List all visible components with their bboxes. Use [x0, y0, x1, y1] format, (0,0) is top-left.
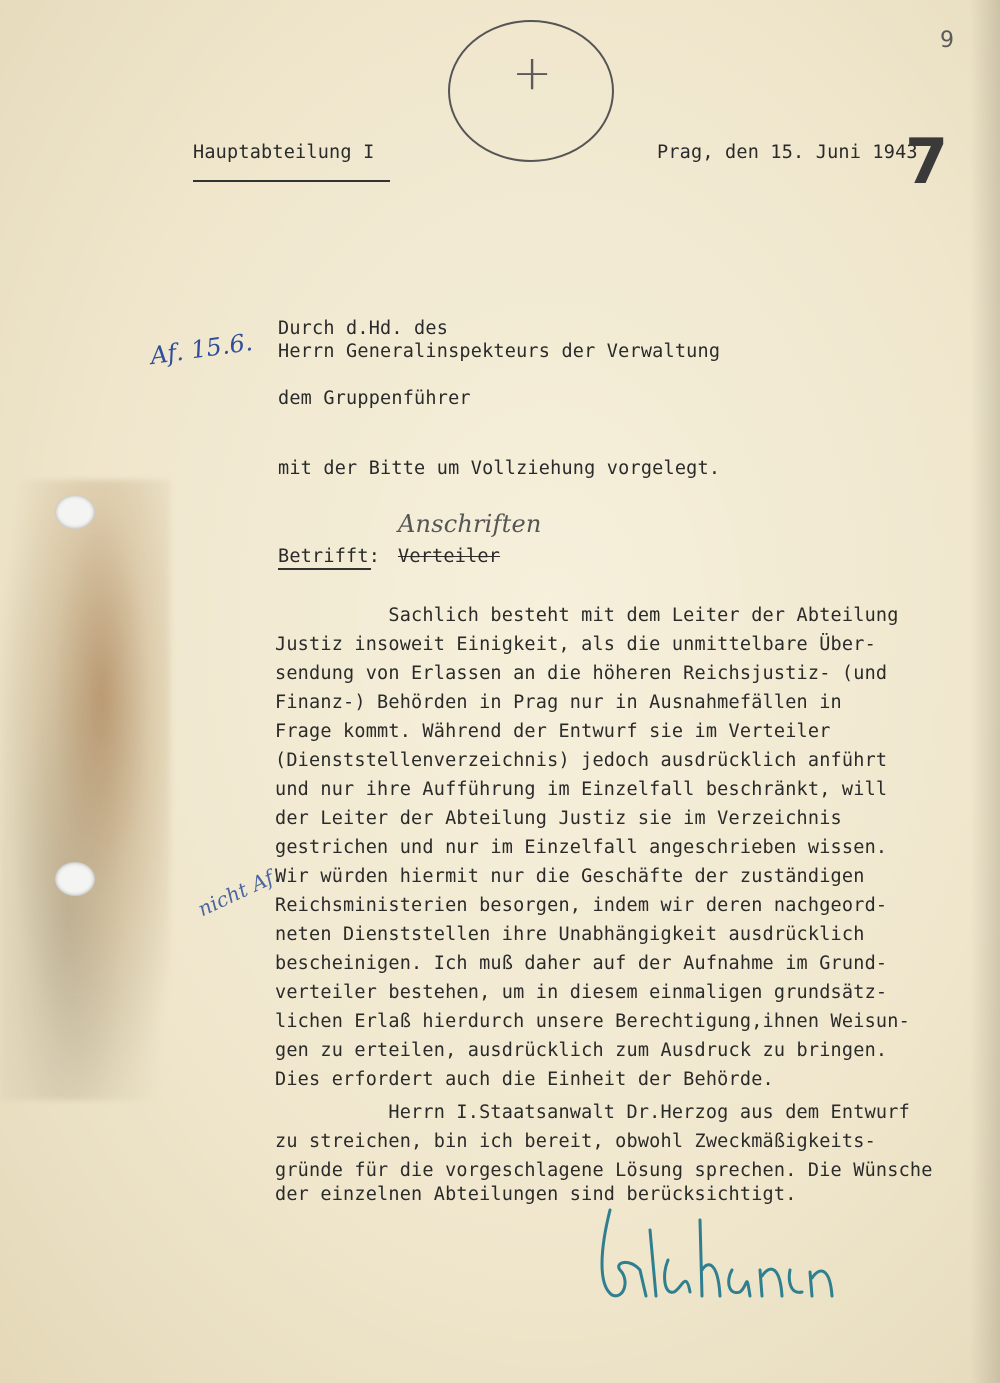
margin-initials: Af. 15.6.: [148, 327, 255, 371]
page-number-mark: 9: [940, 28, 955, 53]
body-line: Wir würden hiermit nur die Geschäfte der zuständigen: [275, 866, 865, 887]
subject-struck-word: Verteiler: [398, 546, 501, 567]
address-line-2: Herrn Generalinspekteurs der Verwaltung: [278, 341, 721, 362]
department-underline: [193, 180, 390, 182]
body-line: sendung von Erlassen an die höheren Reichsjustiz- (und: [275, 663, 888, 684]
punch-hole-bottom: [55, 862, 95, 896]
body-line: verteiler bestehen, um in diesem einmaligen grundsätz-: [275, 982, 888, 1003]
department-heading: Hauptabteilung I: [193, 142, 375, 163]
body-line: der einzelnen Abteilungen sind berücksichtigt.: [275, 1184, 797, 1205]
body-line: Finanz-) Behörden in Prag nur in Ausnahmefällen in: [275, 692, 842, 713]
address-line-3: dem Gruppenführer: [278, 388, 471, 409]
body-line: Justiz insoweit Einigkeit, als die unmittelbare Über-: [275, 634, 876, 655]
subject-label-underline: [278, 568, 371, 570]
circle-mark-plus: +: [512, 45, 553, 101]
page-edge-shadow: [970, 0, 1000, 1383]
subject-label: Betrifft:: [278, 546, 381, 567]
water-stain: [0, 480, 170, 1100]
body-line: lichen Erlaß hierdurch unsere Berechtigung,ihnen Weisun-: [275, 1011, 910, 1032]
body-line: Herrn I.Staatsanwalt Dr.Herzog aus dem Entwurf: [275, 1102, 910, 1123]
body-line: gen zu erteilen, ausdrücklich zum Ausdruck zu bringen.: [275, 1040, 888, 1061]
body-line: zu streichen, bin ich bereit, obwohl Zweckmäßigkeits-: [275, 1131, 876, 1152]
year-overwrite-mark: 7: [905, 125, 949, 198]
body-line: Frage kommt. Während der Entwurf sie im Verteiler: [275, 721, 831, 742]
address-line-1: Durch d.Hd. des: [278, 318, 449, 339]
margin-note-2: nicht Af.: [193, 862, 283, 922]
body-line: gestrichen und nur im Einzelfall angeschrieben wissen.: [275, 837, 888, 858]
body-line: der Leiter der Abteilung Justiz sie im Verzeichnis: [275, 808, 842, 829]
body-line: bescheinigen. Ich muß daher auf der Aufnahme im Grund-: [275, 953, 888, 974]
body-line: Dies erfordert auch die Einheit der Behörde.: [275, 1069, 774, 1090]
address-line-4: mit der Bitte um Vollziehung vorgelegt.: [278, 458, 721, 479]
body-line: Sachlich besteht mit dem Leiter der Abteilung: [275, 605, 899, 626]
subject-handwritten-replacement: Anschriften: [398, 510, 542, 538]
body-line: Reichsministerien besorgen, indem wir deren nachgeord-: [275, 895, 888, 916]
place-date: Prag, den 15. Juni 1943: [657, 142, 918, 163]
punch-hole-top: [55, 495, 95, 529]
signature: [590, 1200, 870, 1320]
body-line: gründe für die vorgeschlagene Lösung sprechen. Die Wünsche: [275, 1160, 933, 1181]
body-line: und nur ihre Aufführung im Einzelfall beschränkt, will: [275, 779, 888, 800]
body-line: neten Dienststellen ihre Unabhängigkeit ausdrücklich: [275, 924, 865, 945]
body-line: (Dienststellenverzeichnis) jedoch ausdrücklich anführt: [275, 750, 888, 771]
